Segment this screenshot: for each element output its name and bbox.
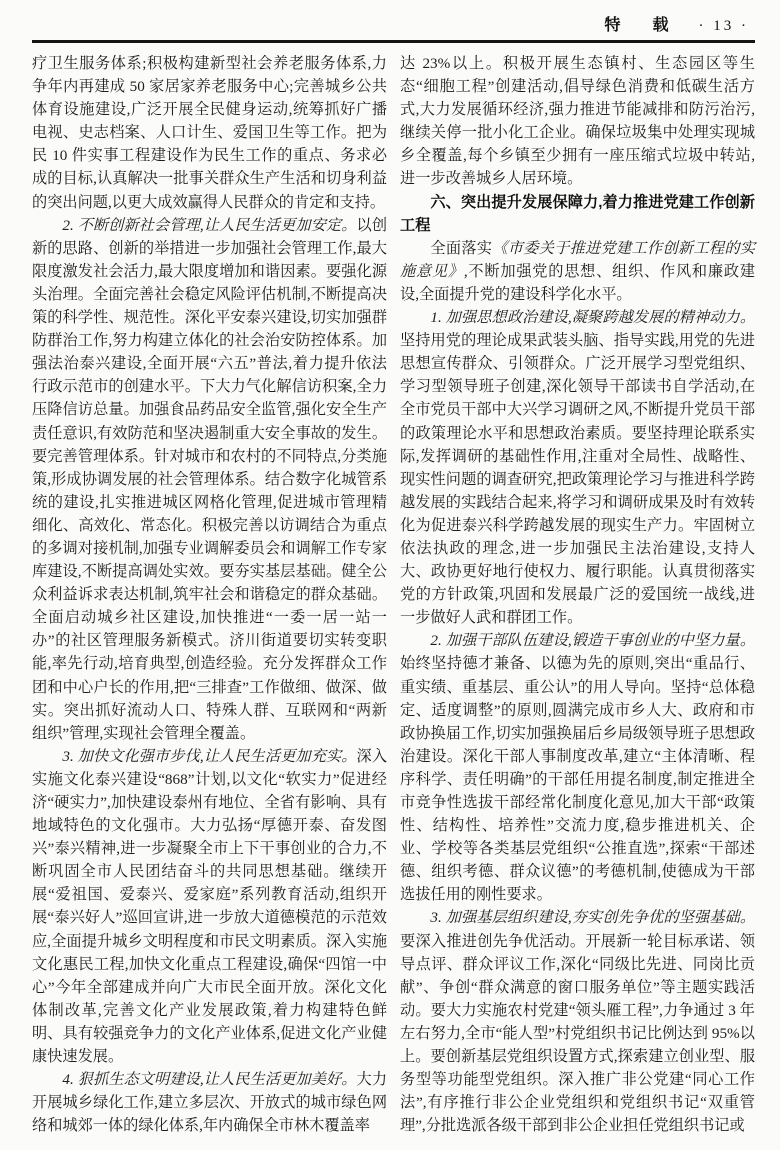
body-text: 坚持用党的理论成果武装头脑、指导实践,用党的先进思想宣传群众、引领群众。广泛开展学习型党组织、学习型领导班子创建,深化领导干部读书自学活动,在全市党员干部中大兴学习调研之风,不断提升党员干部的政策理论水平和思想政治素质。要坚持理论联系实际,发挥调研的基础性作用,注重对全局性、战略性、现实性问题的调查研究,把政策理论学习与推进科学跨越发展的实践结合起来,将学习和调研成果及时有效转化为促进泰兴科学跨越发展的现实生产力。牢固树立依法执政的理念,进一步加强民主法治建设,支持人大、政协更好地行使权力、履行职能。认真贯彻落实党的方针政策,巩固和发展最广泛的爱国统一战线,进一步做好人武和群团工作。 bbox=[400, 332, 755, 627]
body-text: 大力开展城乡绿化工作,建立多层次、开放式的城市绿色网络和城郊一体的绿化体系,年内确保全市林木覆盖率 bbox=[32, 1071, 388, 1135]
kai-emphasis-text: 4. 狠抓生态文明建设,让人民生活更加美好。 bbox=[62, 1071, 357, 1089]
body-text: 要深入推进创先争优活动。开展新一轮目标承诺、领导点评、群众评议工作,深化“同级比先进、同岗比贡献”、争创“群众满意的窗口服务单位”等主题实践活动。要大力实施农村党建“领头雁工程”,力争通过 3 年左右努力,全市“能人型”村党组织书记比例达到 95%以上。要创新基层党组织设置方式,探索建立创业型、服务型等功能型党组织。深入推广非公党建“同心工作法”,有序推行非公企业党组织和党组织书记“双重管理”,分批选派各级干部到非公企业担任党组织书记或 bbox=[400, 932, 755, 1135]
paragraph-ideological-political bbox=[400, 306, 755, 629]
right-column bbox=[400, 52, 755, 1137]
paragraph-grassroots-orgs bbox=[400, 906, 755, 1137]
kai-emphasis-text: 1. 加强思想政治建设,凝聚跨越发展的精神动力。 bbox=[430, 309, 755, 327]
paragraph-people-livelihood-cont bbox=[32, 52, 387, 214]
kai-emphasis-text: 《市委关于推进党建工作创新工程的实施意见》 bbox=[400, 239, 756, 280]
body-text: ,不断加强党的思想、组织、作风和廉政建设,全面提升党的建设科学化水平。 bbox=[400, 262, 756, 303]
body-text: 疗卫生服务体系;积极构建新型社会养老服务体系,力争年内再建成 50 家居家养老服务中心;完善城乡公共体育设施建设,广泛开展全民健身运动,统筹抓好广播电视、史志档案、人口计生、爱国卫生等工作。把为民 10 件实事工程建设作为民生工作的重点、务求必成的目标,认真解决一批事关群众生产生活和切身利益的突出问题,以更大成效赢得人民群众的肯定和支持。 bbox=[32, 55, 387, 211]
paragraph-ecology-cont bbox=[400, 52, 755, 191]
kai-emphasis-text: 3. 加强基层组织建设,夯实创先争优的坚强基础。 bbox=[430, 909, 755, 927]
left-column bbox=[32, 52, 387, 1137]
paragraph-social-management bbox=[32, 214, 387, 745]
body-text: 全面落实 bbox=[430, 239, 493, 257]
paragraph-culture-city bbox=[32, 745, 387, 1068]
section-label: 特 载 bbox=[604, 17, 683, 34]
paragraph-ecology bbox=[32, 1068, 387, 1137]
body-text: 以创新的思路、创新的举措进一步加强社会管理工作,最大限度激发社会活力,最大限度增加和谐因素。要强化源头治理。全面完善社会稳定风险评估机制,不断提高决策的科学性、规范性。深化平安泰兴建设,切实加强群防群治工作,努力构建立体化的社会治安防控体系。加强法治泰兴建设,全面开展“六五”普法,着力提升依法行政示范市的创建水平。下大力气化解信访积案,全力压降信访总量。加强食品药品安全监管,强化安全生产责任意识,有效防范和坚决遏制重大安全事故的发生。要完善管理体系。针对城市和农村的不同特点,分类施策,形成协调发展的社会管理体系。结合数字化城管系统的建设,扎实推进城区网格化管理,促进城市管理精细化、高效化、常态化。积极完善以访调结合为重点的多调对接机制,加强专业调解委员会和调解工作专家库建设,不断提高调处实效。要夯实基层基础。健全公众利益诉求表达机制,筑牢社会和谐稳定的群众基础。全面启动城乡社区建设,加快推进“一委一居一站一办”的社区管理服务新模式。济川街道要切实转变职能,率先行动,培育典型,创造经验。充分发挥群众工作团和中心户长的作用,把“三排查”工作做细、做深、做实。突出抓好流动人口、特殊人群、互联网和“两新组织”管理,实现社会管理全覆盖。 bbox=[32, 216, 388, 742]
paragraph-party-building-intro bbox=[400, 237, 755, 306]
body-text: 始终坚持德才兼备、以德为先的原则,突出“重品行、重实绩、重基层、重公认”的用人导向。坚持“总体稳定、适度调整”的原则,圆满完成市乡人大、政府和市政协换届工作,切实加强换届后乡局级领导班子思想政治建设。深化干部人事制度改革,建立“主体清晰、程序科学、责任明确”的干部任用提名制度,制定推进全市竞争性选拔干部经常化制度化意见,加大干部“政策性、结构性、培养性”交流力度,稳步推进机关、企业、学校等各类基层党组织“公推直选”,探索“干部述德、组织考德、群众议德”的考德机制,使德成为干部选拔任用的刚性要求。 bbox=[400, 655, 755, 904]
page-header bbox=[32, 12, 755, 38]
header-rule bbox=[32, 40, 755, 43]
page-number: · 13 · bbox=[698, 18, 749, 34]
section-heading-six bbox=[400, 191, 755, 237]
kai-emphasis-text: 2. 加强干部队伍建设,锻造干事创业的中坚力量。 bbox=[430, 632, 755, 650]
body-text: 深入实施文化泰兴建设“868”计划,以文化“软实力”促进经济“硬实力”,加快建设泰州有地位、全省有影响、具有地域特色的文化强市。大力弘扬“厚德开泰、奋发图兴”泰兴精神,进一步凝聚全市上下干事创业的合力,不断巩固全市人民团结奋斗的共同思想基础。继续开展“爱祖国、爱泰兴、爱家庭”系列教育活动,组织开展“泰兴好人”巡回宣讲,进一步放大道德模范的示范效应,全面提升城乡文明程度和市民文明素质。深入实施文化惠民工程,加快文化重点工程建设,确保“四馆一中心”今年全部建成并向广大市民全面开放。深化文化体制改革,完善文化产业发展政策,着力构建特色鲜明、具有较强竞争力的文化产业体系,促进文化产业健康快速发展。 bbox=[32, 747, 388, 1066]
paragraph-cadre-team bbox=[400, 629, 755, 906]
kai-emphasis-text: 2. 不断创新社会管理,让人民生活更加安定。 bbox=[62, 216, 357, 234]
text-columns bbox=[32, 52, 755, 1137]
body-text: 六、突出提升发展保障力,着力推进党建工作创新工程 bbox=[400, 193, 755, 234]
kai-emphasis-text: 3. 加快文化强市步伐,让人民生活更加充实。 bbox=[62, 747, 357, 765]
body-text: 达 23%以上。积极开展生态镇村、生态园区等生态“细胞工程”创建活动,倡导绿色消费和低碳生活方式,大力发展循环经济,强力推进节能减排和防污治污,继续关停一批小化工企业。确保垃圾集中处理实现城乡全覆盖,每个乡镇至少拥有一座压缩式垃圾中转站,进一步改善城乡人居环境。 bbox=[400, 55, 755, 188]
